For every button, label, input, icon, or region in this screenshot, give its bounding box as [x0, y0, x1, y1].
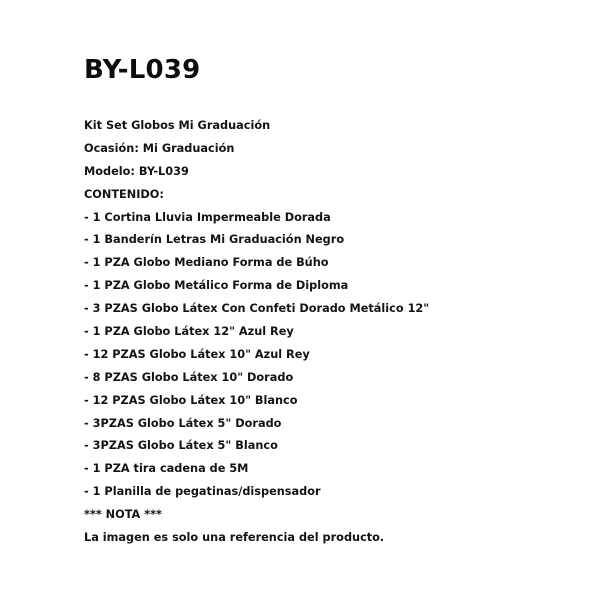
description-line: - 1 Planilla de pegatinas/dispensador: [84, 485, 321, 499]
description-line: - 3PZAS Globo Látex 5" Blanco: [84, 439, 278, 453]
description-line: - 1 Banderín Letras Mi Graduación Negro: [84, 233, 345, 247]
description-list: [84, 118, 429, 553]
description-line: - 3 PZAS Globo Látex Con Confeti Dorado Metálico 12": [84, 302, 430, 316]
description-line: - 12 PZAS Globo Látex 10" Azul Rey: [84, 347, 310, 361]
description-line: - 1 PZA Globo Metálico Forma de Diploma: [84, 279, 349, 293]
description-line: - 1 PZA Globo Mediano Forma de Búho: [84, 256, 329, 270]
description-line: - 1 PZA Globo Látex 12" Azul Rey: [84, 325, 294, 339]
description-line: Modelo: BY-L039: [84, 164, 189, 178]
description-line: Ocasión: Mi Graduación: [84, 141, 235, 155]
description-line: - 1 Cortina Lluvia Impermeable Dorada: [84, 210, 331, 224]
description-line: La imagen es solo una referencia del producto.: [84, 531, 385, 545]
description-line: - 1 PZA tira cadena de 5M: [84, 462, 249, 476]
product-code-title: BY-L039: [84, 55, 201, 85]
description-line: Kit Set Globos Mi Graduación: [84, 119, 271, 132]
description-line: - 8 PZAS Globo Látex 10" Dorado: [84, 370, 294, 384]
description-line: - 3PZAS Globo Látex 5" Dorado: [84, 416, 282, 430]
description-line: - 12 PZAS Globo Látex 10" Blanco: [84, 393, 298, 407]
description-line: CONTENIDO:: [84, 187, 164, 201]
description-line: *** NOTA ***: [84, 508, 162, 522]
